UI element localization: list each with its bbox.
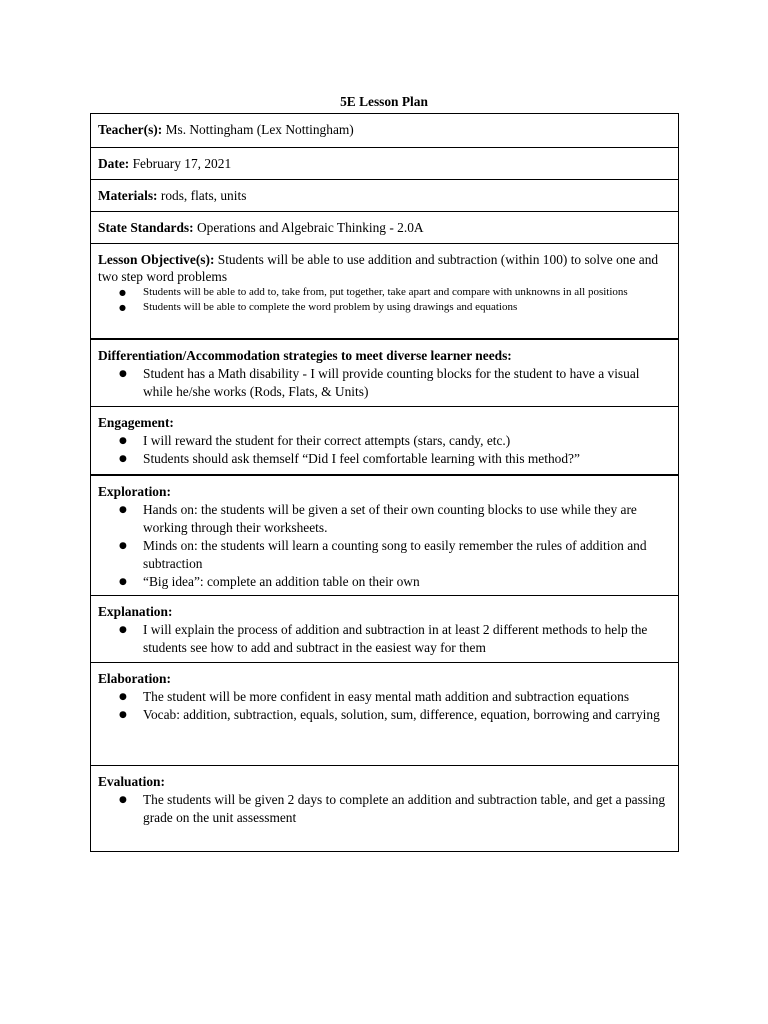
list-item: ● Hands on: the students will be given a set of their own counting blocks to use while they are working through their worksheets. bbox=[98, 501, 671, 537]
evaluation-list bbox=[98, 791, 671, 827]
standards-row bbox=[91, 211, 678, 243]
list-item: ● “Big idea”: complete an addition table on their own bbox=[98, 573, 671, 591]
teacher-value: Ms. Nottingham (Lex Nottingham) bbox=[165, 122, 354, 137]
engagement-row bbox=[91, 406, 678, 474]
exploration-row bbox=[91, 474, 678, 595]
engagement-label: Engagement: bbox=[98, 415, 174, 430]
objective-list bbox=[98, 285, 671, 315]
explanation-row bbox=[91, 595, 678, 662]
elaboration-list bbox=[98, 688, 671, 724]
exploration-label: Exploration: bbox=[98, 484, 171, 499]
standards-value: Operations and Algebraic Thinking - 2.0A bbox=[196, 220, 424, 235]
list-item: ● I will reward the student for their correct attempts (stars, candy, etc.) bbox=[98, 432, 671, 450]
list-item: ● Students should ask themself “Did I feel comfortable learning with this method?” bbox=[98, 450, 671, 468]
explanation-list bbox=[98, 621, 671, 657]
evaluation-row bbox=[91, 765, 678, 851]
list-item: ● Vocab: addition, subtraction, equals, solution, sum, difference, equation, borrowing and carrying bbox=[98, 706, 671, 724]
date-label: Date: bbox=[98, 156, 130, 171]
teacher-label: Teacher(s): bbox=[98, 122, 163, 137]
materials-value: rods, flats, units bbox=[160, 188, 247, 203]
differentiation-row bbox=[91, 338, 678, 406]
list-item: ● Student has a Math disability - I will provide counting blocks for the student to have a visual while he/she works (Rods, Flats, & Units) bbox=[98, 365, 671, 401]
list-item: ● The students will be given 2 days to complete an addition and subtraction table, and get a passing grade on the unit assessment bbox=[98, 791, 671, 827]
materials-row bbox=[91, 179, 678, 211]
document-title: 5E Lesson Plan bbox=[340, 94, 428, 109]
list-item: ● Students will be able to complete the word problem by using drawings and equations bbox=[98, 300, 671, 315]
engagement-list bbox=[98, 432, 671, 468]
differentiation-list bbox=[98, 365, 671, 401]
standards-label: State Standards: bbox=[98, 220, 194, 235]
explanation-label: Explanation: bbox=[98, 604, 173, 619]
date-value: February 17, 2021 bbox=[132, 156, 232, 171]
teacher-row bbox=[91, 114, 678, 147]
lesson-plan-table bbox=[90, 113, 679, 852]
objective-label: Lesson Objective(s): bbox=[98, 252, 215, 267]
date-row bbox=[91, 147, 678, 179]
list-item: ● The student will be more confident in easy mental math addition and subtraction equations bbox=[98, 688, 671, 706]
exploration-list bbox=[98, 501, 671, 591]
list-item: ● I will explain the process of addition and subtraction in at least 2 different methods to help the students see how to add and subtract in the easiest way for them bbox=[98, 621, 671, 657]
materials-label: Materials: bbox=[98, 188, 158, 203]
objective-row bbox=[91, 243, 678, 338]
list-item: ● Minds on: the students will learn a counting song to easily remember the rules of addition and subtraction bbox=[98, 537, 671, 573]
evaluation-label: Evaluation: bbox=[98, 774, 165, 789]
elaboration-label: Elaboration: bbox=[98, 671, 171, 686]
objective-value: Students will be able to use addition and subtraction (within 100) to solve one and two step word problems bbox=[98, 252, 659, 284]
differentiation-label: Differentiation/Accommodation strategies to meet diverse learner needs: bbox=[98, 348, 512, 363]
elaboration-row bbox=[91, 662, 678, 765]
list-item: ● Students will be able to add to, take from, put together, take apart and compare with unknowns in all positions bbox=[98, 285, 671, 300]
